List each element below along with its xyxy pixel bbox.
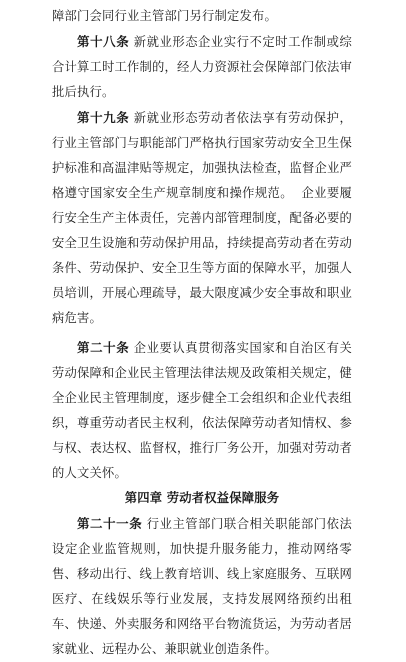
document-body [52, 4, 352, 662]
paragraph-fragment: 障部门会同行业主管部门另行制定发布。 [52, 9, 277, 23]
article-18-paragraph [52, 29, 352, 105]
article-19-paragraph [52, 105, 352, 331]
article-19-text: 新就业形态劳动者依法享有劳动保护，行业主管部门与职能部门严格执行国家劳动安全卫生保护标准和高温津贴等规定，加强执法检查，监督企业严格遵守国家安全生产规章制度和操作规范。 [52, 111, 353, 200]
article-19-number: 第十九条 [77, 110, 130, 125]
article-21-text: 行业主管部门联合相关职能部门依法设定企业监管规则，加快提升服务能力，推动网络零售、移动出行、线上教育培训、线上家庭服务、互联网医疗、在线娱乐等行业发展，支持发展网络预约出租车、快递、外卖服务和网络平台物流货运，为劳动者居家就业、远程办公、兼职就业创造条件。 [52, 517, 353, 656]
article-21-paragraph [52, 511, 352, 662]
article-21-number: 第二十一条 [77, 516, 143, 531]
article-18-text: 新就业形态企业实行不定时工作制或综合计算工时工作制的，经人力资源社会保障部门依法审批后执行。 [52, 35, 353, 99]
article-20-paragraph [52, 335, 352, 486]
article-20-number: 第二十条 [77, 340, 130, 355]
article-18-number: 第十八条 [77, 34, 130, 49]
article-20-text: 企业要认真贯彻落实国家和自治区有关劳动保障和企业民主管理法律法规及政策相关规定，健全企业民主管理制度，逐步健全工会组织和企业代表组织，尊重劳动者民主权利，依法保障劳动者知情权、参与权、表达权、监督权，推行厂务公开，加强对劳动者的人文关怀。 [52, 341, 353, 480]
chapter-4-heading: 第四章 劳动者权益保障服务 [124, 491, 280, 505]
article-19-text-continued: 企业要履行安全生产主体责任，完善内部管理制度，配备必要的安全卫生设施和劳动保护用品，持续提高劳动者在劳动条件、劳动保护、安全卫生等方面的保障水平，加强人员培训，开展心理疏导，最大限度减少安全事故和职业病危害。 [52, 186, 352, 325]
